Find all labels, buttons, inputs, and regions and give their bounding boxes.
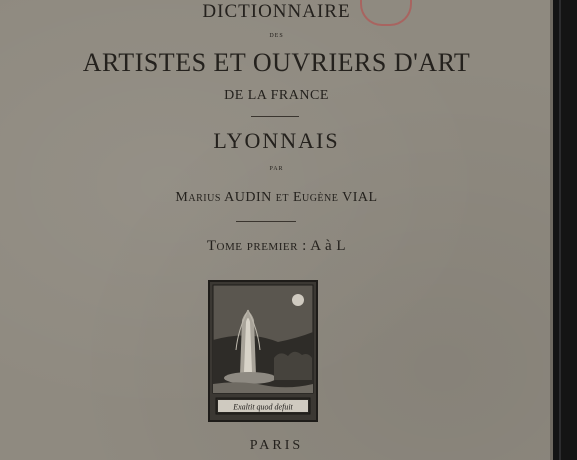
divider-rule [251,116,299,117]
binding-edge [559,0,561,460]
author2-last-name: VIAL [342,190,378,205]
divider-rule [236,221,296,222]
author1-first-name: Marius [175,190,221,205]
title-de-la-france: DE LA FRANCE [224,88,329,103]
volume-label: Tome premier [206,238,298,254]
author2-first-name: Eugène [292,190,339,205]
author1-last-name: AUDIN [224,190,272,205]
motto-text: Exaltit quod defuit [233,402,293,412]
book-binding [553,0,577,460]
publication-place: PARIS [249,438,304,453]
title-lyonnais: LYONNAIS [213,128,340,153]
title-des: DES [269,33,284,39]
title-main: ARTISTES ET OUVRIERS D'ART [82,48,471,77]
printer-mark-vignette [208,280,318,422]
volume-line [0,238,553,255]
authors-conjunction: et [275,190,289,205]
title-dictionnaire: DICTIONNAIRE [202,1,351,22]
authors-line [0,190,553,206]
volume-range: : A à L [302,238,347,254]
by-label: PAR [269,166,284,172]
